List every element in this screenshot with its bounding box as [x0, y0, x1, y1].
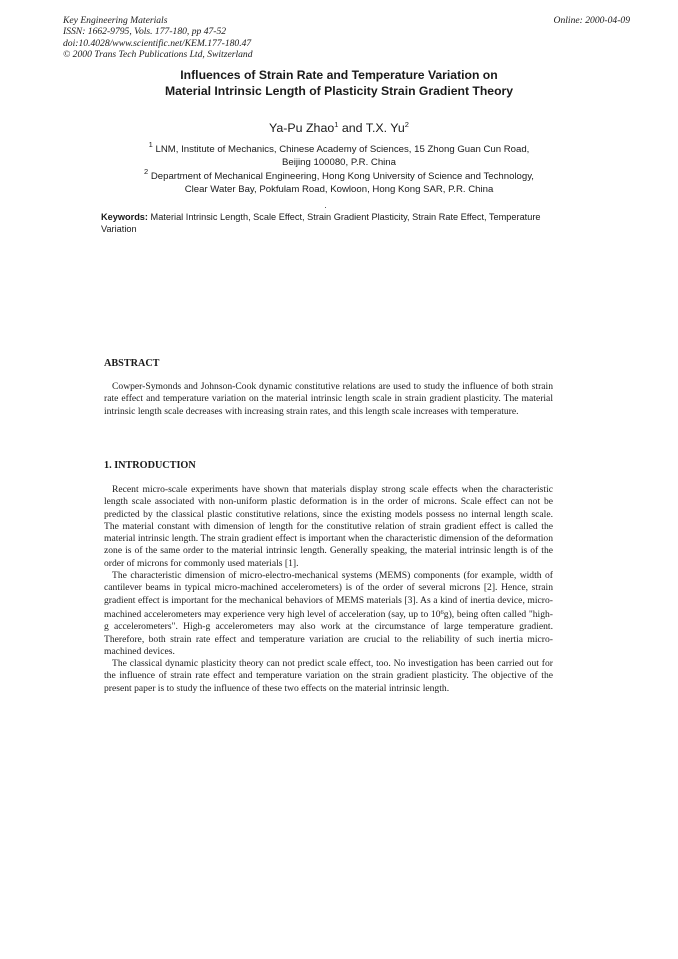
- author-2-affil-mark: 2: [404, 120, 409, 129]
- journal-name: Key Engineering Materials: [63, 15, 168, 26]
- paper-title: [80, 68, 598, 99]
- keywords-label: Keywords:: [101, 212, 148, 222]
- author-conjunction: and: [338, 121, 366, 135]
- author-1: Ya-Pu Zhao: [269, 121, 335, 135]
- introduction-heading: 1. INTRODUCTION: [104, 460, 196, 471]
- author-2: T.X. Yu: [365, 121, 405, 135]
- affiliation-2-line-2: Clear Water Bay, Pokfulam Road, Kowloon, Hong Kong SAR, P.R. China: [184, 183, 494, 195]
- keywords-text: Material Intrinsic Length, Scale Effect, Strain Gradient Plasticity, Strain Rate Effect, Temperature Variation: [101, 212, 541, 235]
- intro-paragraph-3: The classical dynamic plasticity theory can not predict scale effect, too. No investigation has been carried out for the influence of strain rate effect and temperature variation on the strain gradient plasticity. The objective of the present paper is to study the influence of these two effects on the material intrinsic length.: [104, 658, 553, 694]
- intro-paragraph-2-part-a: The characteristic dimension of micro-electro-mechanical systems (MEMS) components (for example, width of cantilever beams in typical micro-machined accelerometers) is of the order of several microns [2]. Hence, strain gradient effect is important for the mechanical behaviors of MEMS materials [3]. As a kind of inertia device, micro-machined accelerometers may experience very high level of acceleration (say, up to 10: [104, 570, 553, 620]
- journal-header: [63, 15, 253, 61]
- author-1-affil-mark: 1: [334, 120, 339, 129]
- author-line: [80, 117, 598, 136]
- stray-mark: [325, 207, 326, 208]
- keywords-block: [101, 211, 551, 236]
- introduction-body: [104, 484, 553, 695]
- copyright-line: © 2000 Trans Tech Publications Ltd, Switzerland: [63, 49, 253, 61]
- title-line-1: Influences of Strain Rate and Temperature Variation on: [180, 68, 498, 82]
- affiliation-1: [90, 139, 588, 169]
- exponent-superscript: 6: [440, 608, 444, 616]
- intro-paragraph-1: Recent micro-scale experiments have shown that materials display strong scale effects when the characteristic length scale associated with non-uniform plastic deformation is in the order of microns. Scale effect can not be predicted by the classical plastic constitutive relations, since the existing models possess no internal length scale. The material constant with dimension of length for the constitutive relation of strain gradient effect is called the material intrinsic length. The strain gradient effect is important when the characteristic dimension of the deformation zone is of the same order to the material intrinsic length. Generally speaking, the material intrinsic length is of the order of microns for commonly used materials [1].: [104, 484, 553, 569]
- affiliation-2-line-1: Department of Mechanical Engineering, Hong Kong University of Science and Technology,: [148, 171, 534, 182]
- abstract-body: [104, 381, 553, 418]
- issn-line: ISSN: 1662-9795, Vols. 177-180, pp 47-52: [63, 26, 227, 38]
- doi-line[interactable]: doi:10.4028/www.scientific.net/KEM.177-180.47: [63, 37, 252, 49]
- title-line-2: Material Intrinsic Length of Plasticity Strain Gradient Theory: [164, 83, 514, 98]
- affiliation-1-mark: 1: [148, 140, 153, 149]
- abstract-heading: ABSTRACT: [104, 358, 160, 369]
- affiliation-1-line-1: LNM, Institute of Mechanics, Chinese Academy of Sciences, 15 Zhong Guan Cun Road,: [152, 144, 530, 155]
- online-date: Online: 2000-04-09: [553, 15, 630, 26]
- affiliation-1-line-2: Beijing 100080, P.R. China: [282, 156, 396, 168]
- intro-paragraph-2-part-b: g), being often called "high-g accelerometers". High-g accelerometers may also work at the circumstance of large temperature gradient. Therefore, both strain rate effect and temperature variation are crucial to the reliability of such inertia micro-machined devices.: [104, 608, 553, 657]
- abstract-paragraph: Cowper-Symonds and Johnson-Cook dynamic constitutive relations are used to study the influence of both strain rate effect and temperature variation on the material intrinsic length scale in strain gradient plasticity. The material intrinsic length scale decreases with increasing strain rates, and this length scale increases with temperature.: [104, 381, 553, 417]
- affiliation-2: [90, 166, 588, 196]
- intro-paragraph-2: [104, 570, 553, 658]
- affiliation-2-mark: 2: [144, 167, 149, 176]
